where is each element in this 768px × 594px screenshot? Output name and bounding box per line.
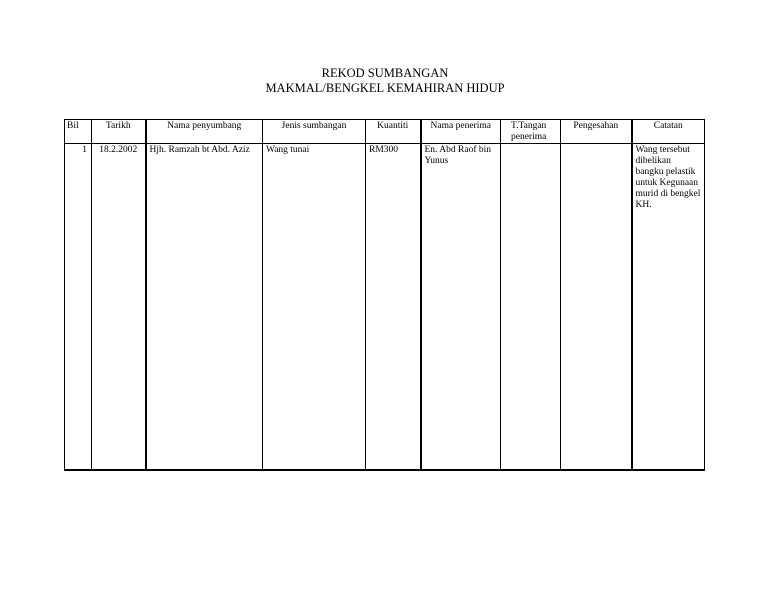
document-title	[0, 66, 768, 96]
header-ttangan-penerima: T.Tangan penerima	[501, 120, 561, 144]
header-pengesahan: Pengesahan	[561, 120, 632, 144]
header-jenis-sumbangan: Jenis sumbangan	[263, 120, 366, 144]
cell-jenis-sumbangan: Wang tunai	[263, 144, 366, 471]
header-catatan: Catatan	[632, 120, 705, 144]
table-header-row	[65, 120, 705, 144]
cell-bil: 1	[65, 144, 92, 471]
title-line-1: REKOD SUMBANGAN	[321, 66, 449, 80]
donation-record-table	[64, 119, 705, 471]
title-line-2: MAKMAL/BENGKEL KEMAHIRAN HIDUP	[265, 81, 505, 95]
cell-kuantiti: RM300	[366, 144, 421, 471]
header-nama-penyumbang: Nama penyumbang	[146, 120, 263, 144]
cell-ttangan-penerima	[501, 144, 561, 471]
cell-catatan: Wang tersebut dibelikan bangku pelastik untuk Kegunaan murid di bengkel KH.	[632, 144, 705, 471]
header-kuantiti: Kuantiti	[366, 120, 421, 144]
cell-nama-penerima: En. Abd Raof bin Yunus	[421, 144, 501, 471]
header-bil: Bil	[65, 120, 92, 144]
cell-pengesahan	[561, 144, 632, 471]
table-row	[65, 144, 705, 471]
header-nama-penerima: Nama penerima	[421, 120, 501, 144]
header-tarikh: Tarikh	[92, 120, 146, 144]
cell-tarikh: 18.2.2002	[92, 144, 146, 471]
cell-nama-penyumbang: Hjh. Ramzah bt Abd. Aziz	[146, 144, 263, 471]
